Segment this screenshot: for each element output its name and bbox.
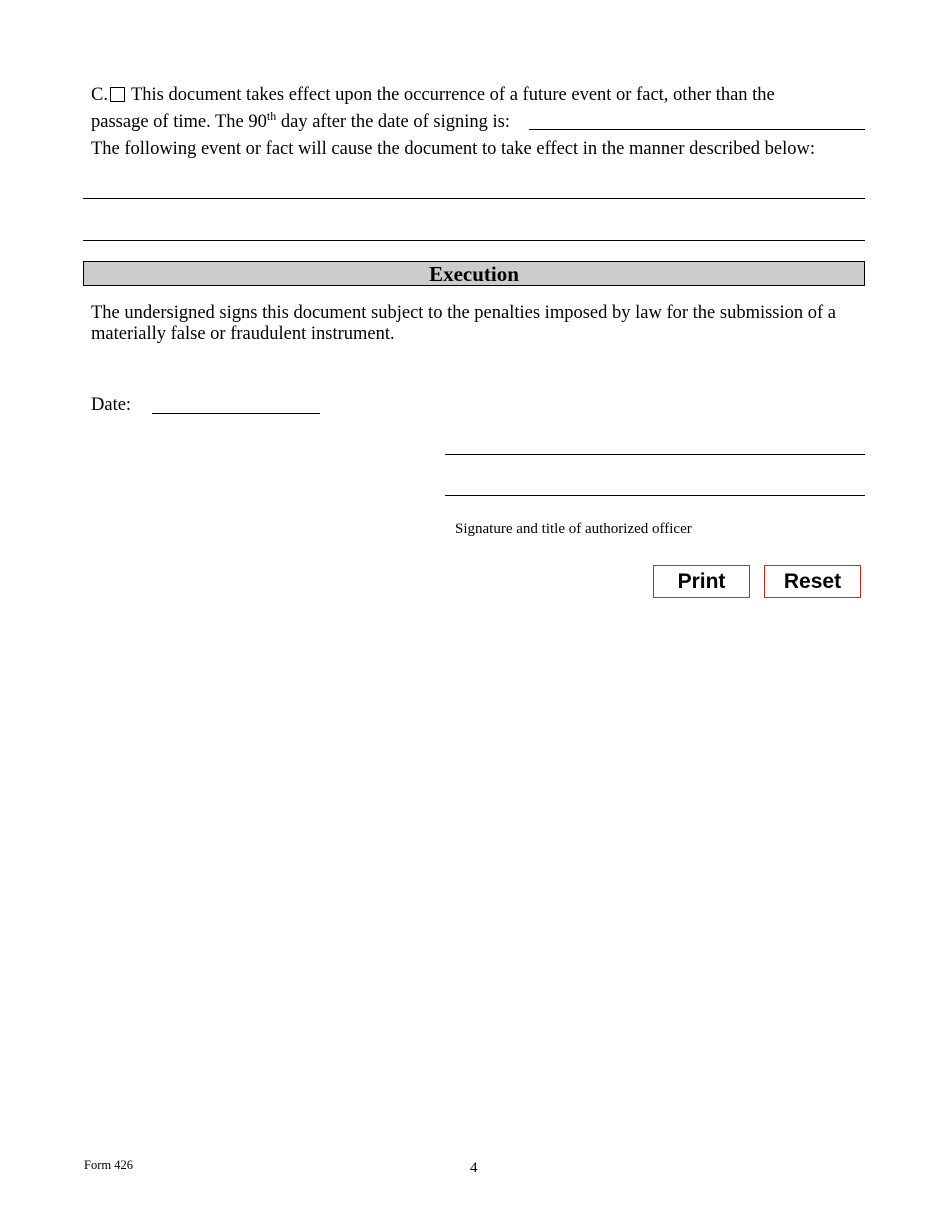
effective-future-event-checkbox[interactable] [110,87,125,102]
form-id: Form 426 [84,1158,133,1172]
signature-field[interactable] [445,454,865,455]
signature-caption: Signature and title of authorized officer [455,521,692,537]
ninetieth-day-date-field[interactable] [529,129,865,130]
date-field[interactable] [152,413,320,414]
officer-title-field[interactable] [445,495,865,496]
event-description-field-1[interactable] [83,198,865,199]
event-description-field-2[interactable] [83,240,865,241]
section-c-line-1 [91,84,775,106]
date-label: Date: [91,395,132,415]
execution-statement: The undersigned signs this document subject to the penalties imposed by law for the submission of a materially false or fraudulent instrument. [91,303,837,344]
reset-button[interactable]: Reset [764,565,861,598]
section-c-line-2: passage of time. The 90th day after the date of signing is: [91,109,510,132]
section-c-text: This document takes effect upon the occurrence of a future event or fact, other than the [130,85,775,105]
print-button[interactable]: Print [653,565,750,598]
section-c-letter: C. [91,85,108,105]
execution-heading: Execution [83,261,865,286]
page-number: 4 [470,1160,478,1176]
section-c-line-3: The following event or fact will cause the document to take effect in the manner described below: [91,139,815,159]
